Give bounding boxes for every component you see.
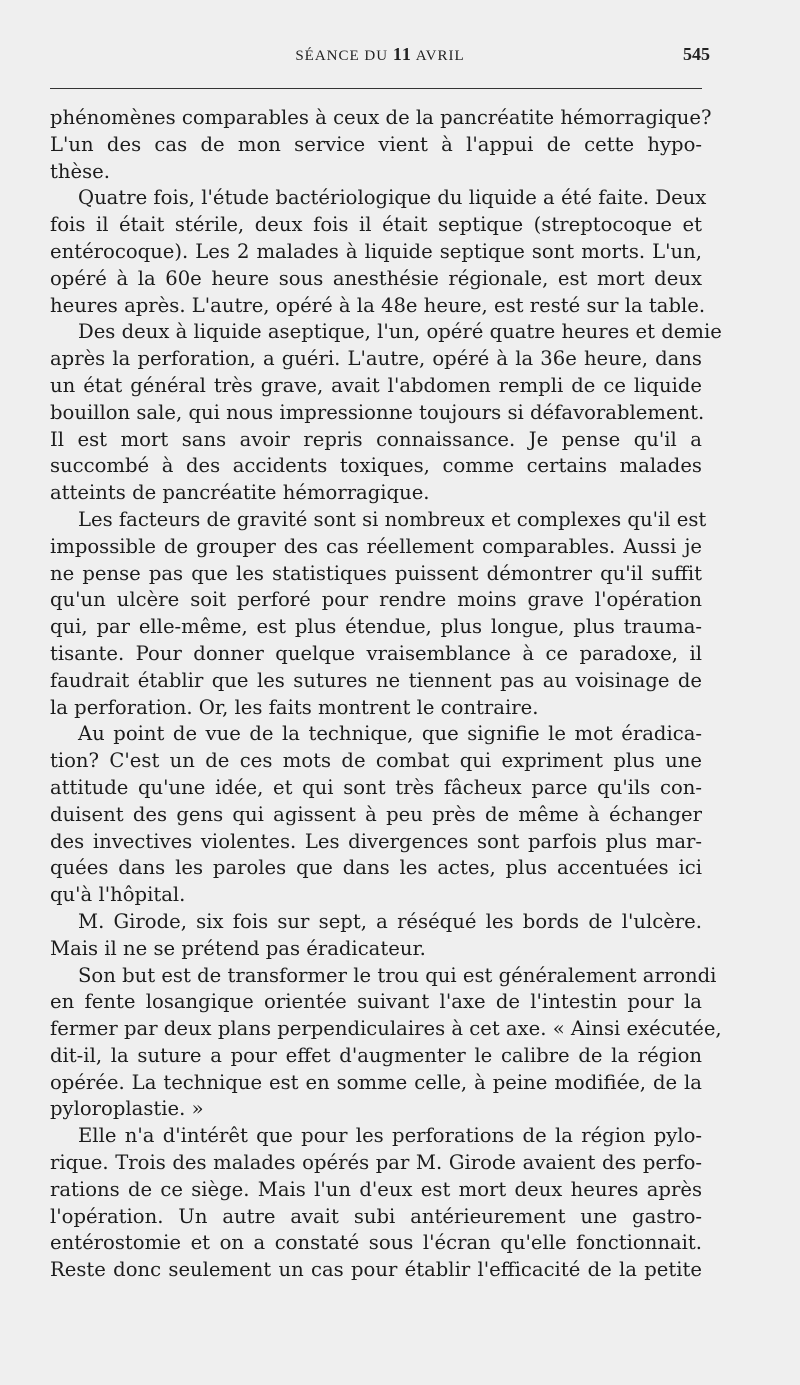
text-line: ne pense pas que les statistiques puissent démontrer qu'il suffit (50, 561, 702, 585)
text-line: tion? C'est un de ces mots de combat qui expriment plus une (50, 749, 702, 773)
header-rule (50, 88, 702, 89)
text-line: des invectives violentes. Les divergences sont parfois plus mar- (50, 829, 702, 853)
text-line: fois il était stérile, deux fois il était septique (streptocoque et (50, 213, 702, 237)
text-line: en fente losangique orientée suivant l'axe de l'intestin pour la (50, 990, 702, 1014)
text-line: rations de ce siège. Mais l'un d'eux est mort deux heures après (50, 1177, 702, 1201)
text-line: qui, par elle-même, est plus étendue, plus longue, plus trauma- (50, 615, 702, 639)
text-line: duisent des gens qui agissent à peu près de même à échanger (50, 802, 702, 826)
text-line: attitude qu'une idée, et qui sont très fâcheux parce qu'ils con- (50, 775, 702, 799)
text-line: Au point de vue de la technique, que signifie le mot éradica- (78, 722, 702, 746)
page-number: 545 (683, 44, 710, 64)
text-line: Mais il ne se prétend pas éradicateur. (50, 936, 426, 960)
text-line: rique. Trois des malades opérés par M. Girode avaient des perfo- (50, 1151, 702, 1175)
text-line: tisante. Pour donner quelque vraisemblance à ce paradoxe, il (50, 641, 702, 665)
page-header (50, 44, 710, 74)
text-line: entérostomie et on a constaté sous l'écran qu'elle fonctionnait. (50, 1231, 702, 1255)
text-line: Les facteurs de gravité sont si nombreux et complexes qu'il est (78, 507, 707, 531)
text-line: bouillon sale, qui nous impressionne toujours si défavorablement. (50, 400, 705, 424)
text-line: opéré à la 60e heure sous anesthésie régionale, est mort deux (50, 266, 702, 290)
text-line: thèse. (50, 159, 110, 183)
text-line: phénomènes comparables à ceux de la pancréatite hémorragique? (50, 106, 712, 129)
text-line: pyloroplastie. » (50, 1097, 204, 1121)
text-line: Il est mort sans avoir repris connaissance. Je pense qu'il a (50, 427, 702, 451)
text-line: opérée. La technique est en somme celle, à peine modifiée, de la (50, 1070, 702, 1094)
text-line: après la perforation, a guéri. L'autre, opéré à la 36e heure, dans (50, 347, 702, 371)
text-line: l'opération. Un autre avait subi antérieurement une gastro- (50, 1204, 702, 1228)
text-line: quées dans les paroles que dans les actes, plus accentuées ici (50, 856, 702, 880)
text-line: M. Girode, six fois sur sept, a réséqué les bords de l'ulcère. (78, 909, 702, 933)
text-line: atteints de pancréatite hémorragique. (50, 481, 430, 505)
running-title: SÉANCE DU 11 AVRIL (295, 44, 465, 64)
text-line: faudrait établir que les sutures ne tiennent pas au voisinage de (50, 668, 702, 692)
body-text (50, 105, 722, 1284)
text-line: entérocoque). Les 2 malades à liquide septique sont morts. L'un, (50, 239, 702, 263)
text-line: qu'à l'hôpital. (50, 883, 186, 907)
text-line: L'un des cas de mon service vient à l'appui de cette hypo- (50, 132, 702, 156)
text-line: Reste donc seulement un cas pour établir l'efficacité de la petite (50, 1258, 702, 1282)
text-line: un état général très grave, avait l'abdomen rempli de ce liquide (50, 373, 702, 397)
text-line: impossible de grouper des cas réellement comparables. Aussi je (50, 534, 702, 558)
text-line: Elle n'a d'intérêt que pour les perforations de la région pylo- (78, 1124, 702, 1148)
text-line: Des deux à liquide aseptique, l'un, opéré quatre heures et demie (78, 320, 722, 344)
text-line: heures après. L'autre, opéré à la 48e heure, est resté sur la table. (50, 293, 706, 317)
text-line: succombé à des accidents toxiques, comme certains malades (50, 454, 702, 478)
text-line: Quatre fois, l'étude bactériologique du liquide a été faite. Deux (78, 186, 707, 210)
text-line: qu'un ulcère soit perforé pour rendre moins grave l'opération (50, 588, 702, 612)
text-line: dit-il, la suture a pour effet d'augmenter le calibre de la région (50, 1043, 702, 1067)
text-line: Son but est de transformer le trou qui est généralement arrondi (78, 963, 717, 987)
text-line: la perforation. Or, les faits montrent le contraire. (50, 695, 539, 719)
text-line: fermer par deux plans perpendiculaires à cet axe. « Ainsi exécutée, (50, 1017, 722, 1041)
